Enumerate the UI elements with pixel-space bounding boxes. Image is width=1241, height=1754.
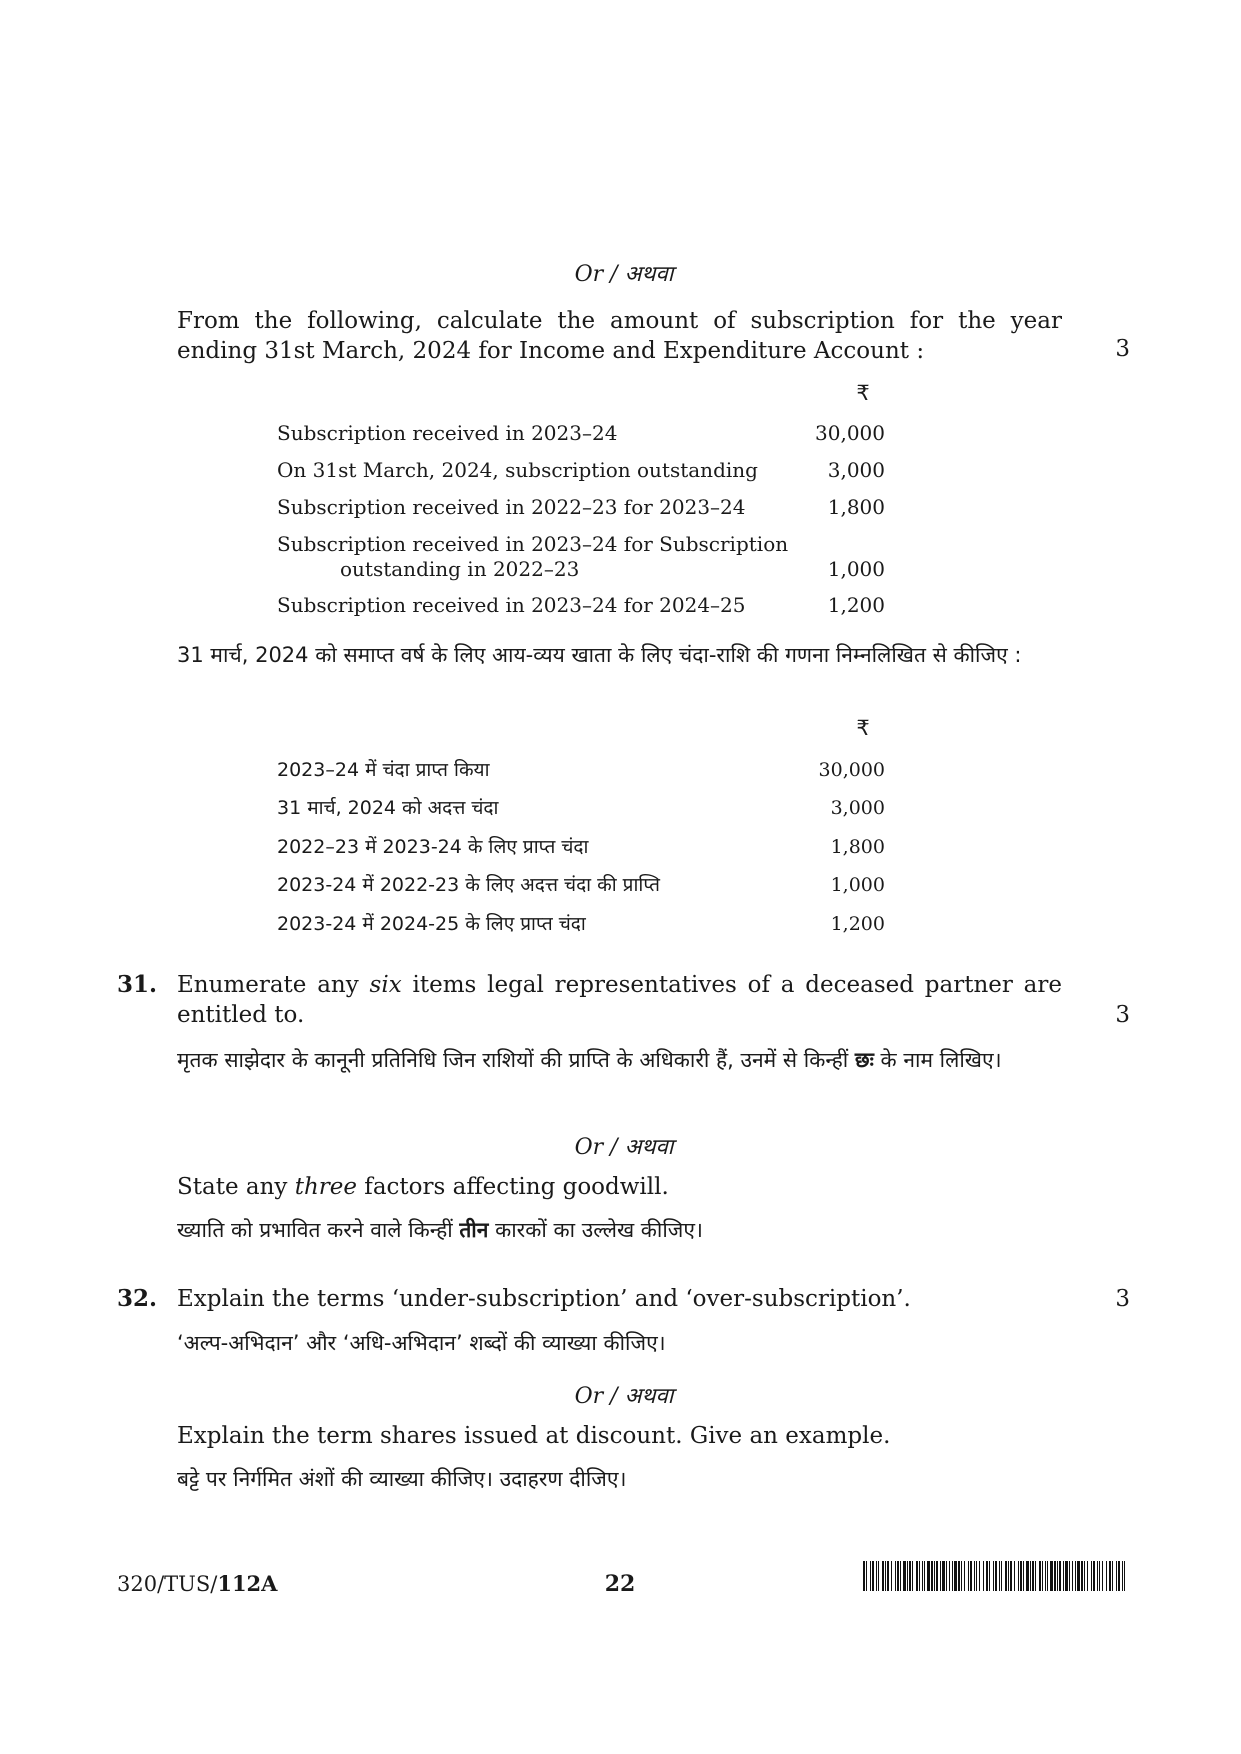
barcode-bar [1026, 1561, 1029, 1591]
row-amount: 1,000 [827, 557, 885, 581]
row-amount: 1,000 [830, 874, 885, 896]
barcode-bar [1122, 1561, 1123, 1591]
barcode-bar [872, 1561, 874, 1591]
row-label: 2023-24 में 2022-23 के लिए अदत्त चंदा की प्राप्ति [277, 874, 661, 896]
barcode-bar [912, 1561, 913, 1591]
barcode-bar [1118, 1561, 1120, 1591]
barcode-bar [1010, 1561, 1012, 1591]
marks: 3 [1115, 1002, 1130, 1028]
barcode-bar [870, 1561, 871, 1591]
barcode-bar [995, 1561, 997, 1591]
question-text-en: Explain the terms ‘under-subscription’ and ‘over-subscription’. [177, 1286, 911, 1312]
barcode-bar [986, 1561, 988, 1591]
barcode-bar [1077, 1561, 1080, 1591]
barcode-bar [1116, 1561, 1117, 1591]
barcode-bar [1102, 1561, 1103, 1591]
barcode-bar [922, 1561, 923, 1591]
barcode-icon [863, 1561, 1125, 1591]
barcode-bar [1020, 1561, 1022, 1591]
barcode-bar [1097, 1561, 1098, 1591]
barcode-bar [924, 1561, 925, 1591]
barcode-bar [1093, 1561, 1095, 1591]
barcode-bar [907, 1561, 908, 1591]
question-text-hi: 31 मार्च, 2024 को समाप्त वर्ष के लिए आय-व्यय खाता के लिए चंदा-राशि की गणना निम्नलिखित से कीजिए : [177, 643, 1022, 667]
row-label-continued: outstanding in 2022–23 [340, 557, 580, 581]
barcode-bar [897, 1561, 899, 1591]
barcode-bar [949, 1561, 950, 1591]
barcode-bar [979, 1561, 980, 1591]
row-amount: 3,000 [830, 797, 885, 819]
barcode-bar [1091, 1561, 1092, 1591]
marks: 3 [1115, 1286, 1130, 1312]
barcode-bar [1045, 1561, 1046, 1591]
rupee-symbol: ₹ [856, 381, 870, 405]
text-part: मृतक साझेदार के कानूनी प्रतिनिधि जिन राशियों की प्राप्ति के अधिकारी हैं, उनमें से किन्हीं [177, 1048, 855, 1072]
or-divider: Or / अथवा [574, 1384, 674, 1409]
barcode-bar [1112, 1561, 1113, 1591]
row-label: On 31st March, 2024, subscription outstanding [277, 458, 758, 482]
row-label: 2023-24 में 2024-25 के लिए प्राप्त चंदा [277, 913, 586, 935]
barcode-bar [1001, 1561, 1002, 1591]
barcode-bar [1063, 1561, 1064, 1591]
rupee-symbol: ₹ [856, 716, 870, 740]
alt-question-text-en: Explain the term shares issued at discount. Give an example. [177, 1423, 891, 1449]
row-amount: 1,800 [830, 836, 885, 858]
question-text-en [177, 970, 1062, 1030]
question-number: 31. [117, 971, 158, 998]
row-label: Subscription received in 2023–24 for Subscription [277, 532, 789, 556]
emphasis: तीन [459, 1218, 489, 1242]
barcode-bar [887, 1561, 889, 1591]
barcode-bar [919, 1561, 920, 1591]
barcode-bar [927, 1561, 930, 1591]
row-label: Subscription received in 2023–24 [277, 421, 618, 445]
question-text-en: From the following, calculate the amount of subscription for the year ending 31st March, 2024 for Income and Expenditure Account : [177, 308, 1062, 364]
barcode-bar [1005, 1561, 1007, 1591]
row-label: 2023–24 में चंदा प्राप्त किया [277, 759, 490, 781]
emphasis: six [369, 972, 402, 998]
row-amount: 30,000 [818, 759, 885, 781]
barcode-bar [1047, 1561, 1048, 1591]
barcode-bar [1050, 1561, 1053, 1591]
barcode-bar [903, 1561, 906, 1591]
barcode-bar [934, 1561, 935, 1591]
barcode-bar [968, 1561, 969, 1591]
barcode-bar [1087, 1561, 1088, 1591]
barcode-bar [1023, 1561, 1024, 1591]
barcode-bar [1075, 1561, 1076, 1591]
barcode-bar [878, 1561, 879, 1591]
or-divider: Or / अथवा [574, 262, 674, 287]
barcode-bar [1008, 1561, 1009, 1591]
barcode-bar [1072, 1561, 1073, 1591]
marks: 3 [1115, 336, 1130, 362]
text-part: Enumerate any [177, 972, 370, 998]
barcode-bar [866, 1561, 867, 1591]
barcode-bar [999, 1561, 1000, 1591]
barcode-bar [863, 1561, 865, 1591]
barcode-bar [1059, 1561, 1061, 1591]
barcode-bar [976, 1561, 977, 1591]
row-amount: 1,200 [830, 913, 885, 935]
page-number: 22 [604, 1571, 636, 1597]
barcode-bar [936, 1561, 938, 1591]
barcode-graphic [863, 1561, 1125, 1591]
row-label: 31 मार्च, 2024 को अदत्त चंदा [277, 797, 499, 819]
or-divider: Or / अथवा [574, 1135, 674, 1160]
barcode-bar [885, 1561, 886, 1591]
barcode-bar [1057, 1561, 1058, 1591]
barcode-bar [989, 1561, 990, 1591]
barcode-bar [983, 1561, 984, 1591]
code-suffix: 112A [217, 1571, 278, 1596]
barcode-bar [1014, 1561, 1015, 1591]
barcode-bar [946, 1561, 947, 1591]
code-prefix: 320/TUS/ [117, 1572, 218, 1596]
barcode-bar [931, 1561, 933, 1591]
alt-question-text-hi [177, 1215, 1062, 1245]
text-part: ख्याति को प्रभावित करने वाले किन्हीं [177, 1218, 460, 1242]
row-amount: 1,200 [827, 593, 885, 617]
barcode-bar [940, 1561, 941, 1591]
question-text-hi: ‘अल्प-अभिदान’ और ‘अधि-अभिदान’ शब्दों की व्याख्या कीजिए। [177, 1331, 666, 1355]
barcode-bar [1039, 1561, 1041, 1591]
text-part: के नाम लिखिए। [873, 1048, 1002, 1072]
barcode-bar [1035, 1561, 1036, 1591]
barcode-bar [900, 1561, 901, 1591]
barcode-bar [942, 1561, 945, 1591]
barcode-bar [882, 1561, 884, 1591]
barcode-bar [916, 1561, 918, 1591]
barcode-bar [891, 1561, 892, 1591]
alt-question-text-hi: बट्टे पर निर्गमित अंशों की व्याख्या कीजिए। उदाहरण दीजिए। [177, 1467, 627, 1491]
row-label: 2022–23 में 2023-24 के लिए प्राप्त चंदा [277, 836, 589, 858]
barcode-bar [876, 1561, 877, 1591]
table-row [277, 531, 885, 583]
barcode-bar [1032, 1561, 1034, 1591]
barcode-bar [970, 1561, 972, 1591]
barcode-bar [1109, 1561, 1111, 1591]
paper-code [117, 1571, 277, 1596]
barcode-bar [954, 1561, 957, 1591]
barcode-bar [958, 1561, 960, 1591]
row-amount: 30,000 [815, 421, 885, 445]
barcode-bar [895, 1561, 896, 1591]
barcode-bar [1106, 1561, 1107, 1591]
barcode-bar [961, 1561, 962, 1591]
barcode-bar [1018, 1561, 1019, 1591]
emphasis: three [294, 1174, 357, 1200]
barcode-bar [1030, 1561, 1031, 1591]
text-part: State any [177, 1174, 295, 1200]
row-amount: 3,000 [827, 458, 885, 482]
barcode-bar [974, 1561, 975, 1591]
row-label: Subscription received in 2022–23 for 2023–24 [277, 495, 746, 519]
barcode-bar [1084, 1561, 1085, 1591]
row-amount: 1,800 [827, 495, 885, 519]
barcode-bar [952, 1561, 953, 1591]
text-part: कारकों का उल्लेख कीजिए। [488, 1218, 703, 1242]
barcode-bar [909, 1561, 911, 1591]
emphasis: छः [854, 1048, 874, 1072]
text-part: items legal representatives of a deceased partner are entitled to. [177, 972, 1062, 1028]
barcode-bar [1054, 1561, 1056, 1591]
alt-question-text-en [177, 1172, 1062, 1202]
barcode-bar [1124, 1561, 1125, 1591]
row-label: Subscription received in 2023–24 for 2024–25 [277, 593, 746, 617]
question-number: 32. [117, 1285, 158, 1312]
barcode-bar [1042, 1561, 1043, 1591]
barcode-bar [1081, 1561, 1083, 1591]
barcode-bar [964, 1561, 965, 1591]
text-part: factors affecting goodwill. [357, 1174, 669, 1200]
barcode-bar [1069, 1561, 1070, 1591]
barcode-bar [1099, 1561, 1100, 1591]
barcode-bar [993, 1561, 994, 1591]
question-text-hi [177, 1043, 1062, 1077]
barcode-bar [1065, 1561, 1068, 1591]
